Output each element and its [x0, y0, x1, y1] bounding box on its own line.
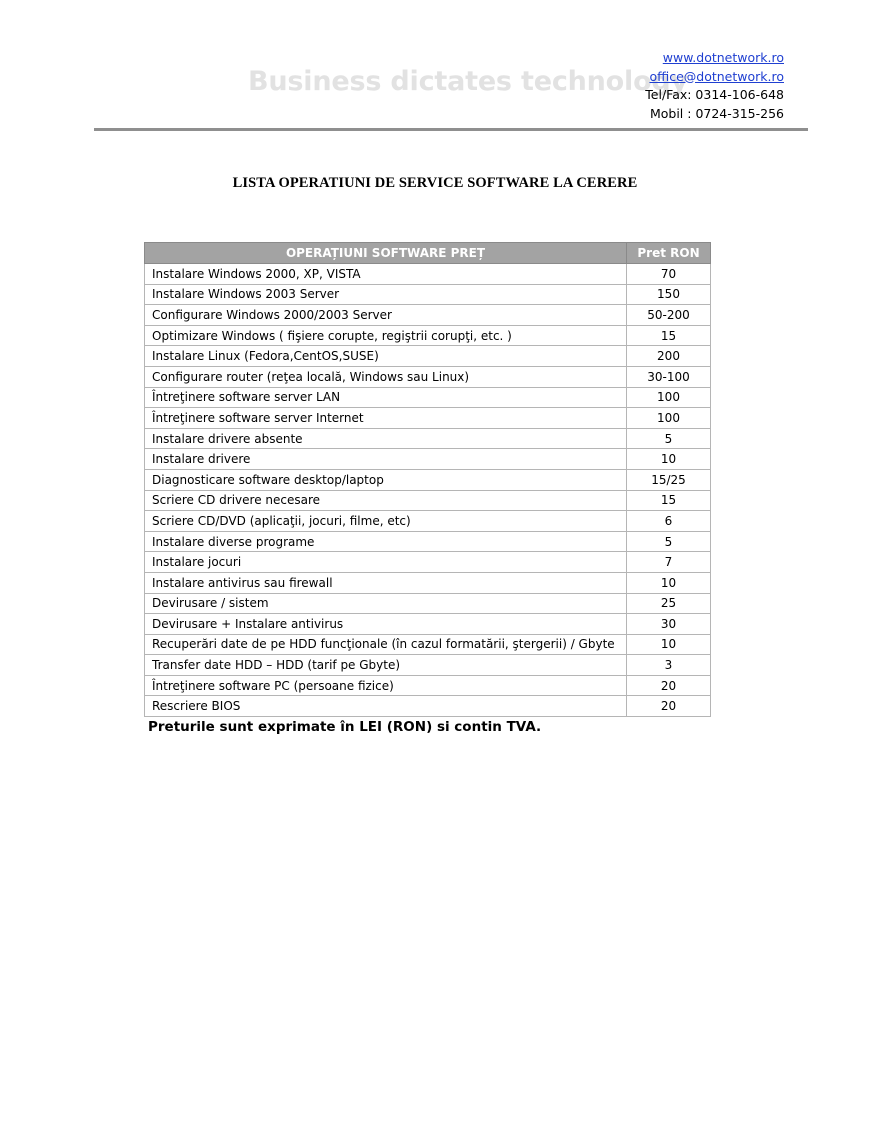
- operation-cell: Optimizare Windows ( fişiere corupte, regiştrii corupţi, etc. ): [145, 325, 627, 346]
- price-cell: 5: [627, 531, 711, 552]
- table-row: [145, 614, 711, 635]
- table-row: [145, 572, 711, 593]
- table-row: [145, 449, 711, 470]
- price-cell: 150: [627, 284, 711, 305]
- operation-cell: Configurare Windows 2000/2003 Server: [145, 305, 627, 326]
- price-cell: 15: [627, 325, 711, 346]
- price-cell: 6: [627, 511, 711, 532]
- price-cell: 20: [627, 696, 711, 717]
- price-cell: 10: [627, 572, 711, 593]
- column-header-operation: OPERAȚIUNI SOFTWARE PREȚ: [145, 243, 627, 264]
- table-row: [145, 366, 711, 387]
- price-cell: 100: [627, 387, 711, 408]
- operation-cell: Instalare drivere: [145, 449, 627, 470]
- operation-cell: Configurare router (reţea locală, Windows sau Linux): [145, 366, 627, 387]
- price-cell: 50-200: [627, 305, 711, 326]
- table-row: [145, 675, 711, 696]
- price-cell: 10: [627, 449, 711, 470]
- price-cell: 10: [627, 634, 711, 655]
- table-row: [145, 531, 711, 552]
- operation-cell: Întreţinere software server LAN: [145, 387, 627, 408]
- price-table: [144, 242, 711, 717]
- operation-cell: Instalare Windows 2003 Server: [145, 284, 627, 305]
- table-row: [145, 264, 711, 285]
- contact-block: [645, 49, 784, 123]
- table-row: [145, 428, 711, 449]
- table-row: [145, 511, 711, 532]
- price-cell: 15: [627, 490, 711, 511]
- price-cell: 5: [627, 428, 711, 449]
- table-row: [145, 305, 711, 326]
- operation-cell: Instalare Linux (Fedora,CentOS,SUSE): [145, 346, 627, 367]
- table-row: [145, 346, 711, 367]
- operation-cell: Întreţinere software server Internet: [145, 408, 627, 429]
- table-row: [145, 387, 711, 408]
- price-cell: 100: [627, 408, 711, 429]
- header-divider: [94, 128, 808, 131]
- column-header-price: Pret RON: [627, 243, 711, 264]
- price-cell: 3: [627, 655, 711, 676]
- table-row: [145, 469, 711, 490]
- price-cell: 7: [627, 552, 711, 573]
- table-row: [145, 593, 711, 614]
- table-row: [145, 284, 711, 305]
- operation-cell: Devirusare / sistem: [145, 593, 627, 614]
- price-cell: 70: [627, 264, 711, 285]
- page-title: LISTA OPERATIUNI DE SERVICE SOFTWARE LA CERERE: [232, 175, 638, 191]
- table-row: [145, 696, 711, 717]
- table-row: [145, 634, 711, 655]
- price-cell: 20: [627, 675, 711, 696]
- price-cell: 200: [627, 346, 711, 367]
- price-cell: 15/25: [627, 469, 711, 490]
- operation-cell: Scriere CD/DVD (aplicaţii, jocuri, filme, etc): [145, 511, 627, 532]
- price-cell: 30-100: [627, 366, 711, 387]
- operation-cell: Recuperări date de pe HDD funcţionale (în cazul formatării, ştergerii) / Gbyte: [145, 634, 627, 655]
- website-link[interactable]: www.dotnetwork.ro: [662, 50, 784, 65]
- table-row: [145, 325, 711, 346]
- operation-cell: Scriere CD drivere necesare: [145, 490, 627, 511]
- table-header-row: [145, 243, 711, 264]
- telfax-text: Tel/Fax: 0314-106-648: [645, 87, 784, 102]
- operation-cell: Instalare Windows 2000, XP, VISTA: [145, 264, 627, 285]
- price-footnote: Preturile sunt exprimate în LEI (RON) si contin TVA.: [148, 719, 542, 735]
- table-row: [145, 655, 711, 676]
- operation-cell: Diagnosticare software desktop/laptop: [145, 469, 627, 490]
- operation-cell: Instalare jocuri: [145, 552, 627, 573]
- operation-cell: Devirusare + Instalare antivirus: [145, 614, 627, 635]
- operation-cell: Transfer date HDD – HDD (tarif pe Gbyte): [145, 655, 627, 676]
- operation-cell: Instalare diverse programe: [145, 531, 627, 552]
- price-cell: 25: [627, 593, 711, 614]
- mobile-text: Mobil : 0724-315-256: [649, 105, 784, 121]
- table-row: [145, 408, 711, 429]
- table-row: [145, 490, 711, 511]
- operation-cell: Întreţinere software PC (persoane fizice): [145, 675, 627, 696]
- price-cell: 30: [627, 614, 711, 635]
- operation-cell: Instalare drivere absente: [145, 428, 627, 449]
- operation-cell: Rescriere BIOS: [145, 696, 627, 717]
- operation-cell: Instalare antivirus sau firewall: [145, 572, 627, 593]
- slogan-watermark: Business dictates technology: [248, 66, 688, 97]
- email-link[interactable]: office@dotnetwork.ro: [649, 68, 784, 84]
- table-row: [145, 552, 711, 573]
